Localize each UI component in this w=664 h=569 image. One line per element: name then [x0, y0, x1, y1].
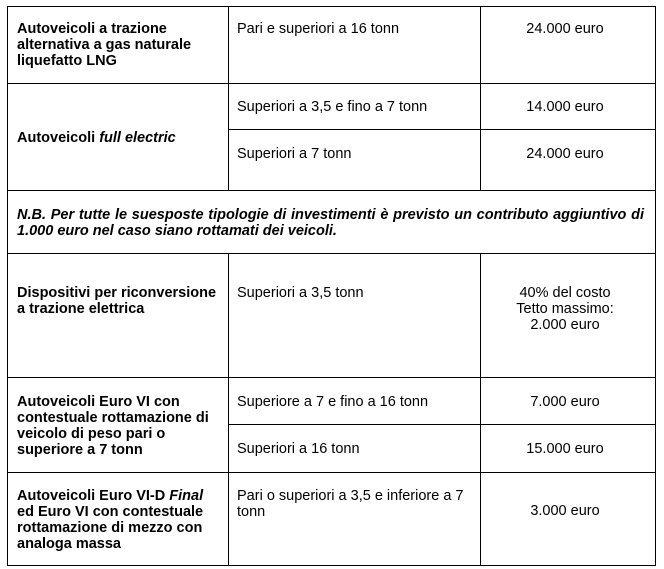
electric-category-prefix: Autoveicoli [17, 130, 100, 146]
border-h [7, 6, 656, 7]
retrofit-weight: Superiori a 3,5 tonn [237, 285, 364, 301]
border-h [7, 377, 656, 378]
nb-note: N.B. Per tutte le suesposte tipologie di investimenti è previsto un contributo aggiuntivo di 1.000 euro nel caso siano rottamati dei veicoli. [17, 207, 644, 239]
border-h [228, 424, 656, 425]
euro6d-weight: Pari o superiori a 3,5 e inferiore a 7 tonn [237, 488, 464, 520]
border-v [655, 6, 656, 566]
electric-weight-1: Superiori a 3,5 e fino a 7 tonn [237, 99, 428, 115]
border-v [7, 6, 8, 566]
electric-amount-2: 24.000 euro [526, 146, 604, 162]
euro6d-category-italic: Final [169, 488, 204, 504]
lng-category: Autoveicoli a trazione alternativa a gas naturale liquefatto LNG [17, 21, 192, 69]
electric-category-italic: full electric [99, 130, 176, 146]
border-v [228, 253, 229, 566]
euro6d-amount: 3.000 euro [530, 503, 600, 519]
euro6-category: Autoveicoli Euro VI con contestuale rottamazione di veicolo di peso pari o superiore a 7 tonn [17, 394, 209, 458]
border-v [480, 253, 481, 566]
euro6-amount-2: 15.000 euro [526, 441, 604, 457]
border-v [480, 6, 481, 191]
euro6-amount-1: 7.000 euro [530, 394, 600, 410]
retrofit-amount [485, 285, 645, 333]
border-h [228, 129, 656, 130]
border-h [7, 253, 656, 254]
retrofit-amount-line1: 40% del costo [519, 285, 611, 301]
euro6-weight-2: Superiori a 16 tonn [237, 441, 360, 457]
retrofit-amount-line3: 2.000 euro [530, 317, 600, 333]
border-h [7, 472, 656, 473]
border-h [7, 190, 656, 191]
border-v [228, 6, 229, 191]
retrofit-amount-line2: Tetto massimo: [516, 301, 614, 317]
euro6d-category-suffix: ed Euro VI con contestuale rottamazione di mezzo con analoga massa [17, 504, 204, 552]
electric-weight-2: Superiori a 7 tonn [237, 146, 352, 162]
lng-weight: Pari e superiori a 16 tonn [237, 21, 400, 37]
electric-category [17, 130, 222, 146]
lng-amount: 24.000 euro [526, 21, 604, 37]
euro6d-category [17, 488, 222, 552]
euro6d-category-prefix: Autoveicoli Euro VI-D [17, 488, 170, 504]
border-h [7, 83, 656, 84]
border-h [7, 565, 656, 566]
retrofit-category: Dispositivi per riconversione a trazione elettrica [17, 285, 217, 317]
euro6-weight-1: Superiore a 7 e fino a 16 tonn [237, 394, 429, 410]
electric-amount-1: 14.000 euro [526, 99, 604, 115]
